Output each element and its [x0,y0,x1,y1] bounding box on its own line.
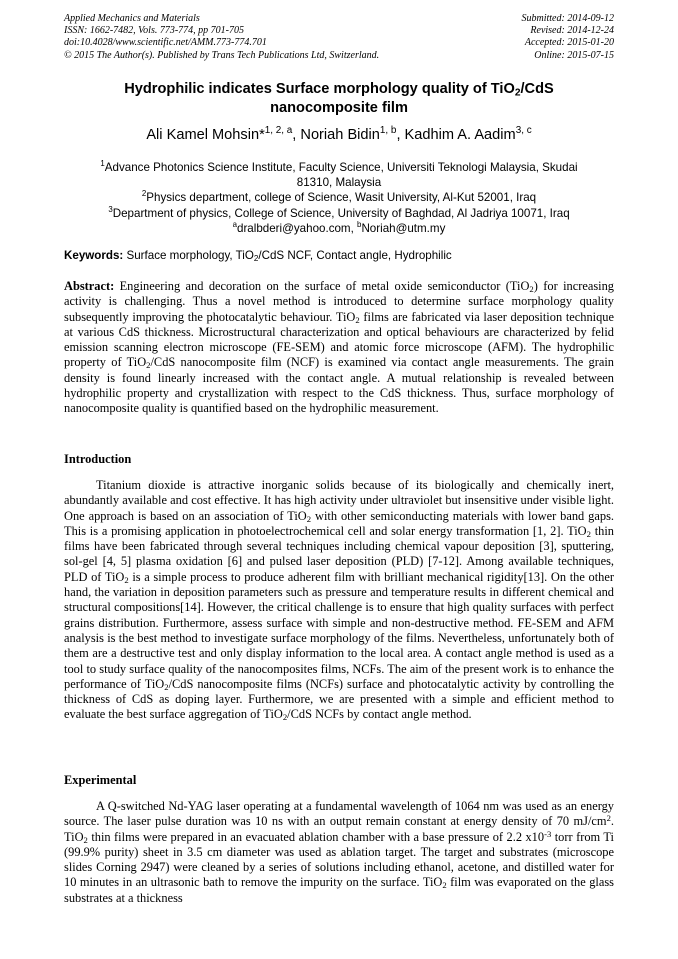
keywords: Keywords: Surface morphology, TiO$_2$/CdS NCF, Contact angle, Hydrophilic [64,249,452,264]
section-heading-experimental: Experimental [64,773,137,787]
section-heading-introduction: Introduction [64,452,132,466]
dates-info [522,13,615,62]
email-link[interactable]: Noriah@utm.my [361,221,446,235]
affiliations: $^1$Advance Photonics Science Institute, Faculty Science, Universiti Teknologi Malaysia, Skudai 81310, Malaysia $^2$Physics department, college of Science, Wasit University, Al-Kut 52001, Iraq $^3$Department of physics, College of Science, University of Baghdad, Al Jadriya 10071, Iraq $^a$dralbderi@yahoo.com, $^b$Noriah@utm.my [64,160,614,236]
affiliation-2: $^2$Physics department, college of Science, Wasit University, Al-Kut 52001, Iraq [141,189,537,205]
revised-date: Revised: 2014-12-24 [530,25,614,37]
affiliation-1: $^1$Advance Photonics Science Institute, Faculty Science, Universiti Teknologi Malaysia, Skudai [100,159,578,174]
author-3: , Kadhim A. Aadim [396,127,516,143]
online-date: Online: 2015-07-15 [534,49,614,61]
doi-line: doi:10.4028/www.scientific.net/AMM.773-774.701 [64,37,267,49]
submitted-date: Submitted: 2014-09-12 [521,13,614,24]
experimental-text: A Q-switched Nd-YAG laser operating at a fundamental wavelength of 1064 nm was used as an energy source. The laser pulse duration was 10 ns with an output remain constant at energy density of 70 $mJ/cm^2$. TiO$_2$ thin films were prepared in an evacuated ablation chamber with a base pressure of 2.2 $x10^{-3}$ torr from Ti (99.9% purity) sheet in 3.5 cm diameter was used as ablation target. The target and substrates (microscope slides Corning 2947) were cleaned by a series of solutions including ethanol, acetone, and distilled water for 10 minutes in an ultrasonic bath to remove the impurity on the surface. TiO$_2$ film was evaporated on the glass substrates at a thickness [64,799,614,905]
introduction-text: Titanium dioxide is attractive inorganic solids because of its biologically and chemically inert, abundantly available and cost effective. It has high activity under ultraviolet but insensitive under visible light. One approach is based on an association of TiO$_2$ with other semiconducting materials with lower band gaps. This is a promising application in photoelectrochemical cell and solar energy transformation [1, 2]. TiO$_2$ thin films have been fabricated through several techniques including chemical vapour deposition [3], sputtering, sol-gel [4, 5] plasma oxidation [6] and pulsed laser deposition (PLD) [7-12]. Among available techniques, PLD of TiO$_2$ is a simple process to produce adherent film with brilliant mechanical rigidity[13]. On the other hand, the variation in deposition parameters such as pressure and temperature results in different chemical and structural compositions[14]. However, the critical challenge is to ensure that high quality surfaces with perfect grains distribution. Furthermore, assess surface with simple and non-destructive method. FE-SEM and AFM analysis is the best method to investigate surface morphology of the films. Nevertheless, unfortunately both of them are a destructive test and only display information to the local area. A contact angle method is used as a tool to study surface quality of the nanocomposites films, NCFs. The aim of the present work is to enhance the performance of TiO$_2$/CdS nanocomposite films (NCFs) surface and photocatalytic activity by controlling the thickness of CdS as doping layer. Furthermore, we are presented with a simple and efficient method to evaluate the best surface aggregation of TiO$_2$/CdS NCFs by contact angle method. [64,478,615,723]
author-emails: $^a$dralbderi@yahoo.com, $^b$Noriah@utm.my [232,219,446,235]
copyright-line: © 2015 The Author(s). Published by Trans Tech Publications Ltd, Switzerland. [64,49,380,61]
author-1: Ali Kamel Mohsin* [146,127,265,143]
journal-info [64,13,379,62]
email-link[interactable]: dralbderi@yahoo.com, [237,221,358,235]
journal-name: Applied Mechanics and Materials [64,13,200,24]
author-list: Ali Kamel Mohsin*$^{1, 2, a}$, Noriah Bidin$^{1, b}$, Kadhim A. Aadim$^{3, c}$ [146,125,532,143]
abstract-label: Abstract: [64,279,115,293]
affiliation-3: $^3$Department of physics, College of Science, University of Baghdad, Al Jadriya 10071, Iraq [108,204,570,220]
accepted-date: Accepted: 2015-01-20 [524,37,614,49]
author-2: , Noriah Bidin [292,127,380,143]
issn-line: ISSN: 1662-7482, Vols. 773-774, pp 701-705 [64,25,244,37]
abstract: Abstract: Engineering and decoration on the surface of metal oxide semiconductor (TiO$_2$) for increasing activity is challenging. Thus a novel method is introduced to determine surface morphology quality subsequently improving the photocatalytic behaviour. TiO$_2$ films are fabricated via laser deposition technique at various CdS thickness. Microstructural characterization and optical behaviours are characterized by felid emission scanning electron microscope (FE-SEM) and atomic force microscope (AFM). The hydrophilic property of TiO$_2$/CdS nanocomposite film (NCF) is examined via contact angle measurements. The grain density is found linearly increased with the contact angle. A mutual relationship is revealed between hydrophilic property and crystallization with respect to the CdS thickness. Thus, surface morphology of nanocomposite quality is quantified based on the hydrophilic measurement. [64,279,615,416]
paper-title: Hydrophilic indicates Surface morphology quality of TiO$_2$/CdS nanocomposite film [124,81,554,116]
